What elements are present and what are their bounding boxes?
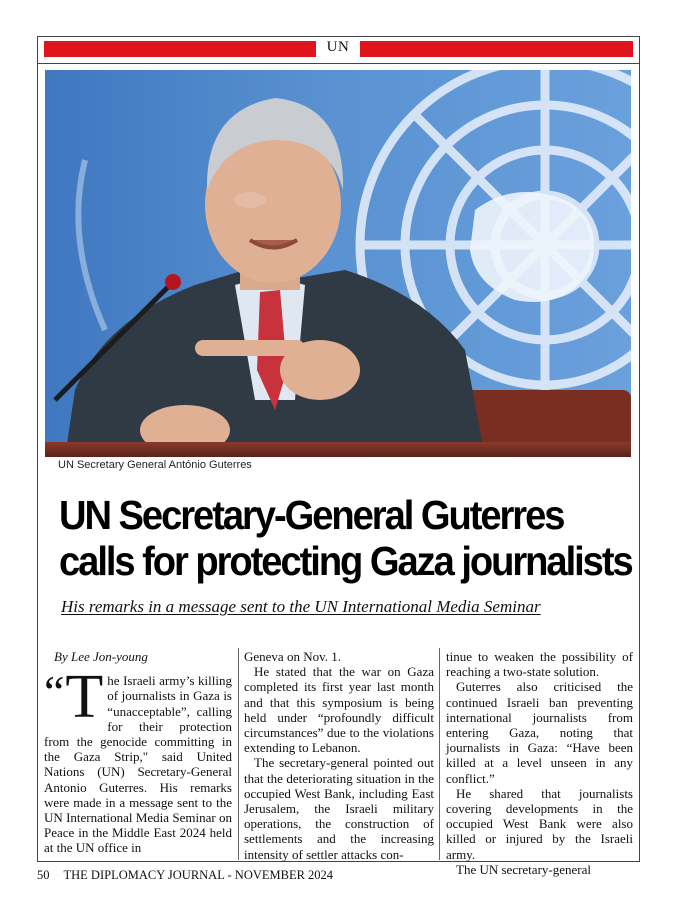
article-column-2 [244, 649, 434, 862]
photo-guterres-podium-icon [45, 70, 631, 457]
article-column-3 [446, 649, 633, 877]
column-divider-2 [439, 648, 440, 860]
article-subhead: His remarks in a message sent to the UN International Media Seminar [61, 597, 541, 616]
section-bar-right [360, 41, 633, 57]
lead-paragraph [44, 663, 232, 856]
paragraph: He stated that the war on Gaza completed its first year last month and that this symposium is being held under “profoundly difficult circumstances” due to the violations extending to Lebanon. [244, 664, 434, 756]
paragraph: Geneva on Nov. 1. [244, 649, 341, 664]
publication-line: THE DIPLOMACY JOURNAL - NOVEMBER 2024 [63, 868, 334, 882]
byline: By Lee Jon-young [54, 649, 148, 664]
section-header [44, 41, 633, 57]
lead-text: he Israeli army’s killing of journalists in Gaza is “unacceptable”, calling for their protection from the genocide committing in the Gaza Strip," said United Nations (UN) Secretary-General Antonio Guterres. His remarks were made in a message sent to the UN International Media Seminar on Peace in the Middle East 2024 held at the UN office in [44, 673, 232, 856]
article-column-1 [44, 649, 232, 856]
article-headline [59, 492, 632, 584]
headline-line-1: UN Secretary-General Guterres [59, 492, 564, 538]
headline-line-2: calls for protecting Gaza journalists [59, 538, 632, 584]
paragraph: He shared that journalists covering developments in the occupied West Bank were also killed or injured by the Israeli army. [446, 785, 633, 862]
dropcap-letter: T [65, 663, 104, 732]
paragraph: tinue to weaken the possibility of reaching a two-state solution. [446, 649, 633, 680]
paragraph: Guterres also criticised the continued Israeli ban preventing international journalists from entering Gaza, noting that journalists in Gaza: “Have been killed at a level unseen in any conflict.” [446, 679, 633, 786]
paragraph: The secretary-general pointed out that the deteriorating situation in the occupied West Bank, including East Jerusalem, the Israeli military operations, the construction of settlements and the increasing intensity of settler attacks con- [244, 755, 434, 862]
section-bar-left [44, 41, 316, 57]
page-number: 50 [37, 868, 50, 882]
column-divider-1 [238, 648, 239, 860]
dropcap-quote: “ [44, 666, 65, 718]
header-divider [37, 63, 640, 64]
photo-caption: UN Secretary General António Guterres [58, 459, 252, 471]
paragraph: The UN secretary-general [456, 861, 591, 877]
article-photo [45, 70, 631, 457]
section-label: UN [326, 39, 350, 55]
page-footer [37, 868, 333, 883]
